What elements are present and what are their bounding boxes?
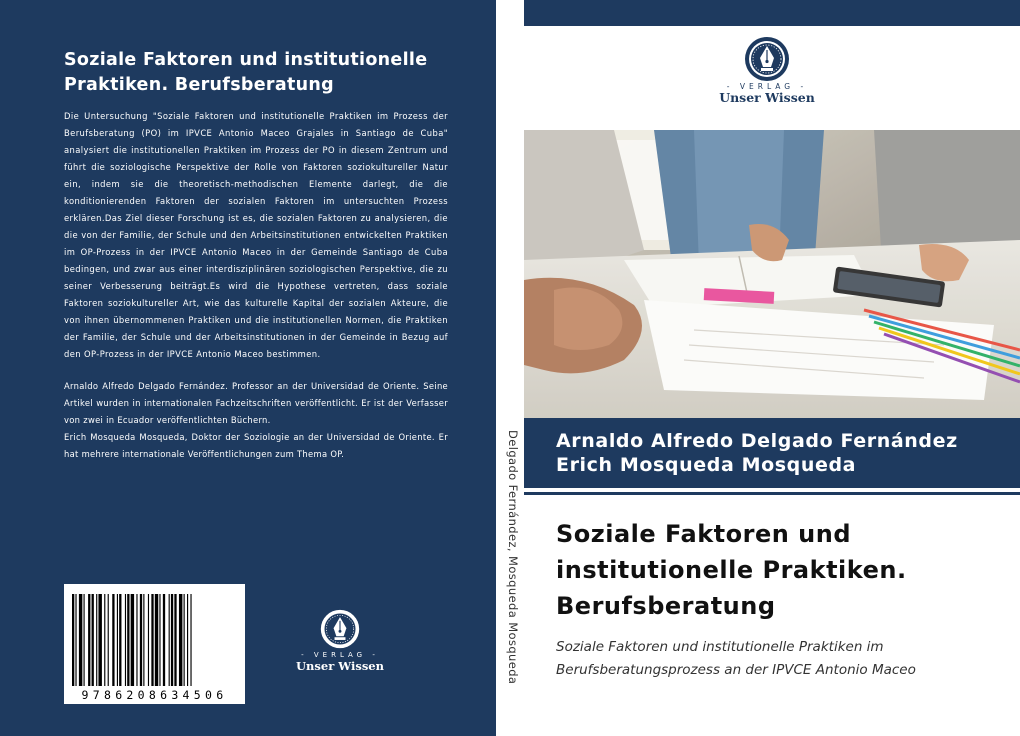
isbn-digits: 9786208634506	[81, 688, 228, 702]
publisher-name: Unser Wissen	[296, 659, 384, 673]
spine	[496, 0, 524, 736]
publisher-verlag-label: - VERLAG -	[726, 82, 808, 91]
front-top-bar	[524, 0, 1020, 26]
barcode-bars	[70, 594, 239, 686]
front-author-2: Erich Mosqueda Mosqueda	[556, 454, 857, 476]
front-cover-subtitle: Soziale Faktoren und institutionelle Praktiken im Berufsberatungsprozess an der IPVCE Antonio Maceo	[556, 639, 916, 678]
spine-authors: Delgado Fernández, Mosqueda Mosqueda	[506, 430, 520, 685]
front-author-1: Arnaldo Alfredo Delgado Fernández	[556, 430, 958, 452]
pen-nib-logo-icon	[744, 36, 790, 82]
back-cover-description: Die Untersuchung "Soziale Faktoren und institutionelle Praktiken im Prozess der Berufsberatung (PO) im IPVCE Antonio Maceo Grajales in Santiago de Cuba" analysiert die institutionellen Praktiken im Prozess der PO in diesem Zentrum und führt die soziologische Perspektive der Rolle von Faktoren soziokultureller Natur ein, indem sie die theoretisch-methodischen Elemente darlegt, die die konditionierenden Faktoren der sozialen Faktoren im untersuchten Prozess erklären.Das Ziel dieser Forschung ist es, die sozialen Faktoren zu analysieren, die die von der Familie, der Schule und den Arbeitsinstitutionen entwickelten Praktiken im OP-Prozess in der IPVCE Antonio Maceo in der Gemeinde Santiago de Cuba bedingen, und zwar aus einer interdisziplinären soziologischen Perspektive, die zu seiner Verbesserung beiträgt.Es wird die Hypothese vertreten, dass soziale Faktoren soziokultureller Art, wie das kulturelle Kapital der sozialen Akteure, die von ihnen übernommenen Praktiken und die institutionellen Normen, die Praktiken der Familie, der Schule und der Arbeitsinstitutionen in der Gemeinde in Bezug auf den OP-Prozess in der IPVCE Antonio Maceo bestimmen.	[64, 111, 448, 359]
back-cover-title: Soziale Faktoren und institutionelle Praktiken. Berufsberatung	[64, 50, 428, 95]
author-bios	[64, 378, 448, 463]
author-bio-1: Arnaldo Alfredo Delgado Fernández. Professor an der Universidad de Oriente. Seine Artikel wurden in internationalen Fachzeitschriften veröffentlicht. Er ist der Verfasser von zwei in Ecuador veröffentlichten Büchern.	[64, 381, 448, 425]
cover-photo	[524, 130, 1020, 418]
author-band	[524, 418, 1020, 488]
back-cover	[0, 0, 496, 736]
publisher-verlag-label: - VERLAG -	[301, 651, 379, 659]
pen-nib-logo-icon	[319, 608, 361, 650]
front-cover-title: Soziale Faktoren und institutionelle Praktiken. Berufsberatung	[556, 520, 907, 620]
divider-line	[524, 492, 1020, 495]
isbn-barcode	[64, 584, 245, 704]
author-bio-2: Erich Mosqueda Mosqueda, Doktor der Soziologie an der Universidad de Oriente. Er hat mehrere internationale Veröffentlichungen zum Thema OP.	[64, 432, 448, 459]
publisher-name: Unser Wissen	[719, 90, 815, 105]
publisher-logo-front	[712, 36, 822, 116]
publisher-logo-back	[288, 608, 392, 680]
